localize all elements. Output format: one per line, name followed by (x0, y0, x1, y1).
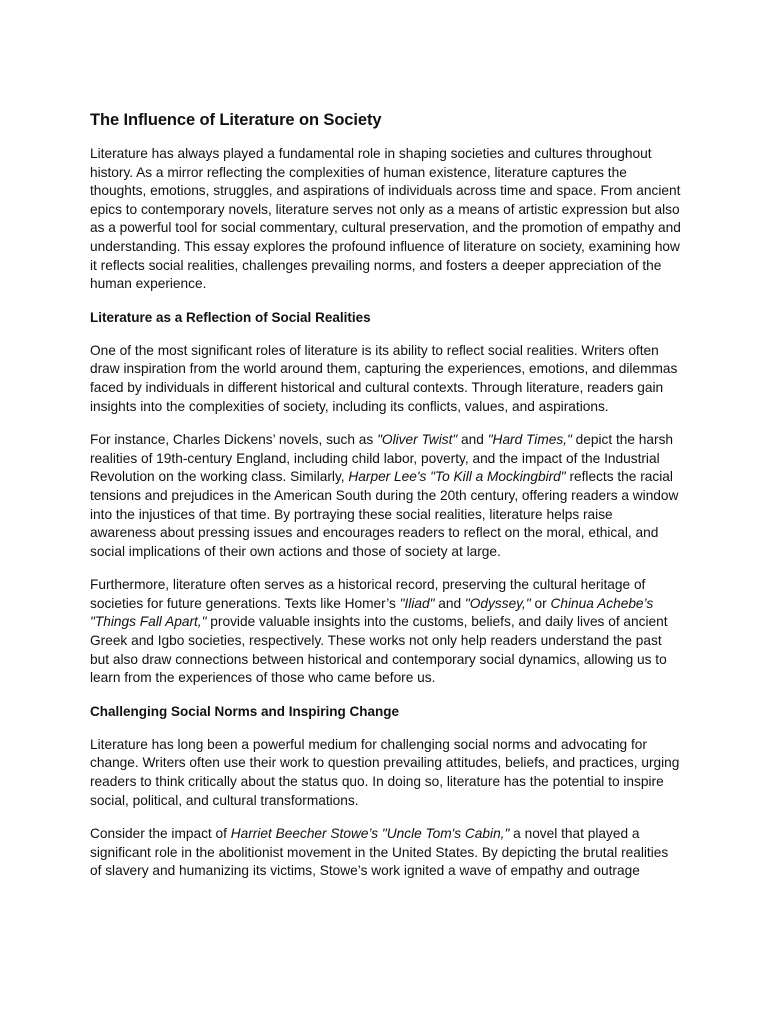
book-title-things-fall-apart: Chinua Achebe’s "Things Fall Apart," (90, 595, 654, 630)
book-title-odyssey: "Odyssey," (464, 595, 531, 611)
section-heading-challenging-norms: Challenging Social Norms and Inspiring Change (90, 703, 400, 719)
section-heading-social-realities: Literature as a Reflection of Social Realities (90, 309, 371, 325)
text-span: or (530, 595, 551, 611)
intro-paragraph: Literature has always played a fundamental role in shaping societies and cultures throughout history. As a mirror reflecting the complexities of human existence, literature captures the thoughts, emotions, struggles, and aspirations of individuals across time and space. From ancient epics to contemporary novels, literature serves not only as a means of artistic expression but also as a powerful tool for social commentary, cultural preservation, and the promotion of empathy and understanding. This essay explores the profound influence of literature on society, examining how it reflects social realities, challenges prevailing norms, and fosters a deeper appreciation of the human experience. (90, 146, 681, 292)
paragraph-challenging-norms-1: Literature has long been a powerful medium for challenging social norms and advocating for change. Writers often use their work to question prevailing attitudes, beliefs, and practices, urging readers to think critically about the status quo. In doing so, literature has the potential to inspire social, political, and cultural transformations. (90, 736, 680, 808)
paragraph-social-realities-2 (90, 431, 682, 561)
paragraph-social-realities-1: One of the most significant roles of literature is its ability to reflect social realities. Writers often draw inspiration from the world around them, capturing the experiences, emotions, and dilemmas faced by individuals in different historical and cultural contexts. Through literature, readers gain insights into the complexities of society, including its conflicts, values, and aspirations. (90, 342, 678, 414)
page-title: The Influence of Literature on Society (90, 111, 382, 129)
text-span: For instance, Charles Dickens’ novels, such as (90, 432, 378, 448)
document-page (90, 110, 682, 896)
paragraph-challenging-norms-2 (90, 825, 682, 881)
text-span: a novel that played a significant role in the abolitionist movement in the United States. By depicting the brutal realities of slavery and humanizing its victims, Stowe’s work ignited a wave of empathy and outrage (90, 826, 669, 879)
book-title-iliad: "Iliad" (399, 595, 435, 611)
text-span: and (434, 595, 465, 611)
text-span: depict the harsh realities of 19th-century England, including child labor, poverty, and the impact of the Industrial Revolution on the working class. Similarly, (90, 432, 674, 485)
text-span: provide valuable insights into the customs, beliefs, and daily lives of ancient Greek and Igbo societies, respectively. These works not only help readers understand the past but also draw connections between historical and contemporary social dynamics, allowing us to learn from the experiences of those who came before us. (90, 614, 668, 686)
book-title-oliver-twist: "Oliver Twist" (377, 432, 458, 448)
text-span: Furthermore, literature often serves as a historical record, preserving the cultural heritage of societies for future generations. Texts like Homer’s (90, 577, 646, 611)
text-span: Consider the impact of (90, 826, 231, 842)
text-span: reflects the racial tensions and prejudices in the American South during the 20th century, offering readers a window into the injustices of that time. By portraying these social realities, literature helps raise awareness about pressing issues and encourages readers to reflect on the moral, ethical, and social implications of their own actions and those of society at large. (90, 469, 679, 559)
book-title-hard-times: "Hard Times," (487, 432, 572, 448)
book-title-uncle-toms-cabin: Harriet Beecher Stowe’s "Uncle Tom's Cabin," (230, 826, 510, 842)
paragraph-social-realities-3 (90, 576, 682, 688)
book-title-mockingbird: Harper Lee's "To Kill a Mockingbird" (348, 469, 566, 485)
text-span: and (457, 432, 488, 448)
